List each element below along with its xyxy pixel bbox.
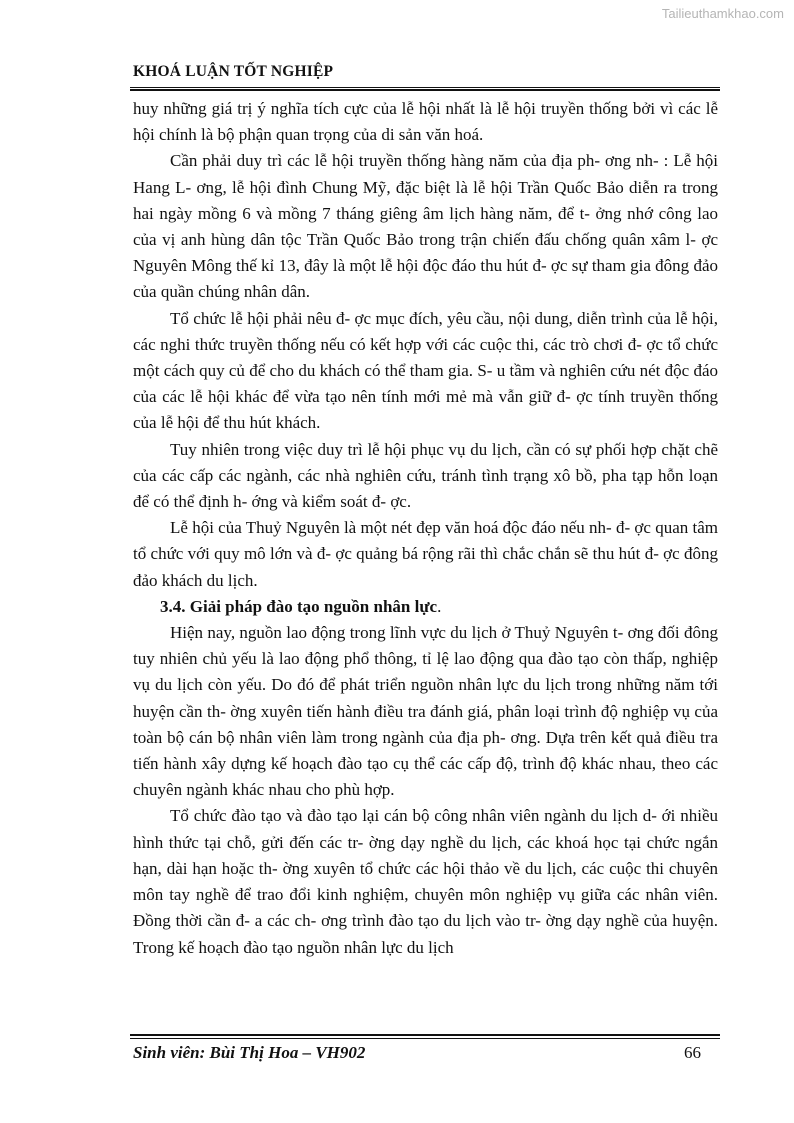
paragraph-continued: huy những giá trị ý nghĩa tích cực của lễ hội nhất là lễ hội truyền thống bởi vì các lễ hội chính là bộ phận quan trọng của di sản văn hoá. [133, 99, 718, 145]
header-divider-thick [130, 89, 720, 91]
running-header-title: KHOÁ LUẬN TỐT NGHIỆP [133, 63, 334, 80]
section-heading-text: 3.4. Giải pháp đào tạo nguồn nhân lực [160, 596, 438, 616]
footer-divider-thick [130, 1034, 720, 1036]
section-heading-period: . [437, 596, 442, 616]
section-heading [133, 594, 718, 620]
watermark-text: Tailieuthamkhao.com [661, 6, 784, 21]
page-body [133, 96, 718, 961]
footer-divider [130, 1038, 720, 1039]
paragraph-training-forms: Tổ chức đào tạo và đào tạo lại cán bộ công nhân viên ngành du lịch d- ới nhiều hình thức tại chỗ, gửi đến các tr- ờng dạy nghề du lịch, các khoá học tại chức ngắn hạn, dài hạn hoặc th- ờng xuyên tổ chức các hội thảo về du lịch, các cuộc thi chuyên môn tay nghề để trao đổi kinh nghiệm, chuyên môn nghiệp vụ giữa các nhân viên. Đồng thời cần đ- a các ch- ơng trình đào tạo du lịch vào tr- ờng dạy nghề của huyện. Trong kế hoạch đào tạo nguồn nhân lực du lịch [133, 806, 718, 957]
paragraph-coordination: Tuy nhiên trong việc duy trì lễ hội phục vụ du lịch, cần có sự phối hợp chặt chẽ của các cấp các ngành, các nhà nghiên cứu, tránh tình trạng xô bồ, pha tạp hỗn loạn để có thể định h- ớng và kiểm soát đ- ợc. [133, 439, 718, 512]
paragraph-labor-situation: Hiện nay, nguồn lao động trong lĩnh vực du lịch ở Thuỷ Nguyên t- ơng đối đông tuy nhiên chủ yếu là lao động phổ thông, tỉ lệ lao động qua đào tạo còn thấp, nghiệp vụ du lịch còn yếu. Do đó để phát triển nguồn nhân lực du lịch trong những năm tới huyện cần th- ờng xuyên tiến hành điều tra đánh giá, phân loại trình độ nghiệp vụ của toàn bộ cán bộ nhân viên làm trong ngành của địa ph- ơng. Dựa trên kết quả điều tra tiến hành xây dựng kế hoạch đào tạo cụ thể các cấp độ, trình độ khác nhau, theo các chuyên ngành khác nhau cho phù hợp. [133, 623, 718, 800]
header-divider [130, 87, 720, 88]
page-number: 66 [684, 1043, 701, 1062]
footer-student-name: Sinh viên: Bùi Thị Hoa – VH902 [133, 1043, 366, 1062]
paragraph-festival-organization: Tổ chức lễ hội phải nêu đ- ợc mục đích, yêu cầu, nội dung, diễn trình của lễ hội, các nghi thức truyền thống nếu có kết hợp với các cuộc thi, các trò chơi đ- ợc tổ chức một cách quy củ để cho du khách có thể tham gia. S- u tầm và nghiên cứu nét độc đáo của các lễ hội khác để vừa tạo nên tính mới mẻ mà vẫn giữ đ- ợc tính truyền thống của lễ hội để thu hút khách. [133, 308, 718, 433]
paragraph-festival-maintenance: Cần phải duy trì các lễ hội truyền thống hàng năm của địa ph- ơng nh- : Lễ hội Hang L- ơng, lễ hội đình Chung Mỹ, đặc biệt là lễ hội Trần Quốc Bảo diễn ra trong hai ngày mồng 6 và mồng 7 tháng giêng âm lịch hàng năm, để t- ởng nhớ công lao của vị anh hùng dân tộc Trần Quốc Bảo trong trận chiến đấu chống quân xâm l- ợc Nguyên Mông thế kỉ 13, đây là một lễ hội độc đáo thu hút đ- ợc sự tham gia đông đảo của quần chúng nhân dân. [133, 151, 718, 302]
paragraph-promotion: Lễ hội của Thuỷ Nguyên là một nét đẹp văn hoá độc đáo nếu nh- đ- ợc quan tâm tổ chức với quy mô lớn và đ- ợc quảng bá rộng rãi thì chắc chắn sẽ thu hút đ- ợc đông đảo khách du lịch. [133, 518, 718, 590]
